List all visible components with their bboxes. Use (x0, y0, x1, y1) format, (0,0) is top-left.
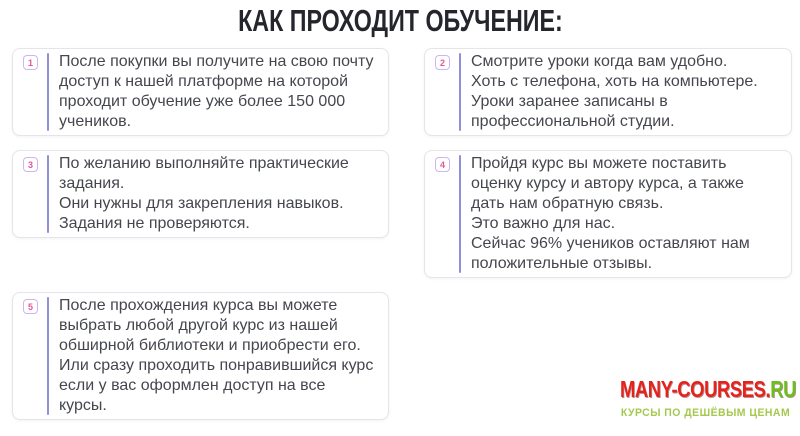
step-text-line: Это важно для нас. (471, 215, 616, 232)
step-text-line: После прохождения курса вы можете выбрать любой другой курс из нашей обширной библиотеки и приобрести его. (59, 297, 361, 354)
step-text-line: Они нужны для закрепления навыков. (59, 195, 344, 212)
step-card (12, 292, 389, 420)
step-text (471, 52, 779, 132)
step-number-badge: 2 (435, 55, 450, 70)
step-text-line: Пройдя курс вы можете поставить оценку курсу и автору курса, а также дать нам обратную связь. (471, 155, 744, 212)
step-text-line: По желанию выполняйте практические задания. (59, 155, 349, 192)
step-text (59, 154, 376, 234)
step-text-line: Уроки заранее записаны в профессиональной студии. (471, 93, 675, 130)
step-number-badge: 3 (23, 157, 38, 172)
step-number-badge: 5 (23, 299, 38, 314)
step-card (12, 150, 389, 238)
step-text-line: После покупки вы получите на свою почту доступ к нашей платформе на которой проходит обучение уже более 150 000 учеников. (59, 53, 374, 130)
step-card (12, 48, 389, 136)
page-title: КАК ПРОХОДИТ ОБУЧЕНИЕ: (237, 3, 563, 38)
brand-name-red: MANY-COURSES. (620, 376, 771, 402)
step-card (424, 48, 792, 136)
step-card (424, 150, 792, 278)
step-text-line: Задания не проверяются. (59, 215, 250, 232)
brand-name-green: RU (770, 376, 796, 402)
step-text-line: Или сразу проходить понравившийся курс если у вас оформлен доступ на все курсы. (59, 357, 374, 414)
step-text-line: Смотрите уроки когда вам удобно. (471, 53, 728, 70)
step-text-line: Хоть с телефона, хоть на компьютере. (471, 73, 758, 90)
brand-tagline: КУРСЫ ПО ДЕШЁВЫМ ЦЕНАМ (620, 407, 790, 419)
step-number-badge: 1 (23, 55, 38, 70)
step-number-badge: 4 (435, 157, 450, 172)
step-accent-line (459, 155, 461, 273)
step-text (59, 52, 376, 132)
brand-logo (576, 376, 796, 421)
step-text-line: Сейчас 96% учеников оставляют нам положительные отзывы. (471, 235, 750, 272)
step-accent-line (459, 53, 461, 131)
brand-name (620, 376, 796, 403)
step-accent-line (47, 297, 49, 415)
step-text (471, 154, 779, 274)
steps-grid (12, 48, 792, 420)
step-text (59, 296, 376, 416)
page-header (0, 0, 800, 39)
step-accent-line (47, 155, 49, 233)
step-accent-line (47, 53, 49, 131)
